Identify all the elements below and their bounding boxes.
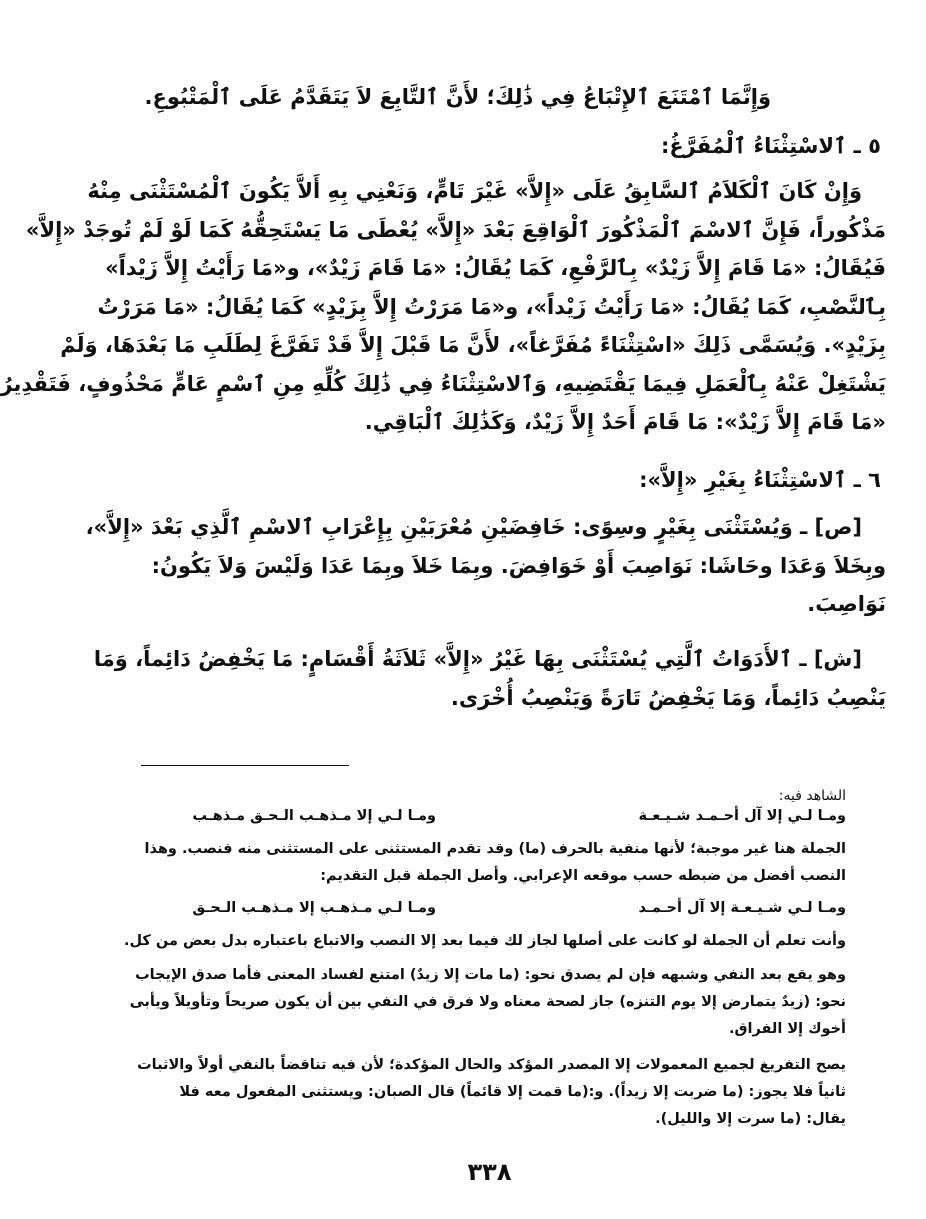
- text-line: نَوَاصِبَ.: [807, 592, 886, 616]
- section-5-line: يَشْتَغِلْ عَنْهُ بِٱلْعَمَلِ فِيمَا يَقْتَضِيهِ، وَٱلاسْتِثْنَاءُ فِي ذَٰلِكَ كُلِّهِ مِنِ ٱسْمٍ عَامٍّ مَحْذُوفٍ، فَتَقْدِيرُ: [0, 371, 886, 396]
- section-5-line: وَإِنْ كَانَ ٱلْكَلاَمُ ٱلسَّابِقُ عَلَى «إِلاَّ» غَيْرَ تَامٍّ، وَنَعْنِي بِهِ أَلاَّ يَكُونَ ٱلْمُسْتَثْنَى مِنْهُ: [87, 179, 862, 203]
- section-5-line: بِزَيْدٍ». وَيُسَمَّى ذَلِكَ «اسْتِثْنَاءً مُفَرَّغاً»، لأَنَّ مَا قَبْلَ إِلاَّ قَدْ تَفَرَّغَ لِطَلَبِ مَا بَعْدَهَا، وَلَمْ: [60, 333, 886, 357]
- footnote-line: نحو: (زيدٌ يتمارض إلا يوم التنزه) جاز لصحة معناه ولا فرق في النفي بين أن يكون صريحاً وتأويلاً ويأبى: [129, 994, 846, 1010]
- footnote-paragraph-4: [133, 1052, 846, 1133]
- commentary-line: [ش] ـ ٱلأَدَوَاتُ ٱلَّتِي يُسْتَثْنَى بِهَا غَيْرُ «إِلاَّ» ثَلاَثَةُ أَقْسَامٍ: مَا يَخْفِضُ دَائِماً، وَمَا: [93, 647, 862, 671]
- footnote-line: أخوك إلا الفراق.: [729, 1021, 846, 1037]
- footnote-line: يصح التفريغ لجميع المعمولات إلا المصدر المؤكد والحال المؤكدة؛ لأن فيه تناقضاً بالنفي أولاً والاثبات: [137, 1057, 846, 1073]
- section-5-line: «مَا قَامَ إِلاَّ زَيْدٌ»: مَا قَامَ أَحَدٌ إِلاَّ زَيْدٌ، وَكَذَٰلِكَ ٱلْبَاقِي.: [364, 410, 886, 434]
- footnote-paragraph-3: [129, 962, 846, 1043]
- section-5-heading: ٥ ـ ٱلاسْتِثْنَاءُ ٱلْمُفَرَّغُ:: [660, 134, 881, 158]
- footnote-line: الجملة هنا غير موجبة؛ لأنها منفية بالحرف (ما) وقد تقدم المستثنى على المستثنى منه فنصب. وهذا: [144, 841, 846, 857]
- section-5-paragraph: [0, 172, 886, 442]
- footnote-line: يقال: (ما سرت إلا والليل).: [655, 1111, 846, 1127]
- section-6-text: [85, 508, 886, 624]
- verse-2-second-hemistich: ومـا لـي مـذهـب إلا مـذهـب الـحـق: [192, 900, 436, 916]
- footnote-label: الشاهد فيه:: [778, 788, 846, 804]
- footnote-line: ثانياً فلا يجوز: (ما ضربت إلا زيداً). و:(ما قمت إلا قائماً) قال الصبان: ويستثنى المفعول معه فلا: [179, 1084, 846, 1100]
- footnote-paragraph-2: [123, 928, 846, 955]
- footnote-separator: [141, 765, 349, 766]
- section-5-line: فَيُقَالُ: «مَا قَامَ إِلاَّ زَيْدٌ» بِٱلرَّفْعِ، كَمَا يُقَالُ: «مَا قَامَ زَيْدٌ»، و«مَا رَأَيْتُ إِلاَّ زَيْداً»: [105, 256, 886, 280]
- section-5-line: مَذْكُوراً، فَإِنَّ ٱلاسْمَ ٱلْمَذْكُورَ ٱلْوَاقِعَ بَعْدَ «إِلاَّ» يُعْطَى مَا يَسْتَحِقُّهُ كَمَا لَوْ لَمْ تُوجَدْ «إِلاَّ»: [25, 217, 886, 242]
- text-line: [ص] ـ وَيُسْتَثْنَى بِغَيْرٍ وسِوًى: خَافِضَيْنِ مُعْرَبَيْنِ بِإِعْرَابِ ٱلاسْمِ ٱلَّذِي بَعْدَ «إِلاَّ»،: [85, 515, 862, 539]
- section-5-line: بِٱلنَّصْبِ، كَمَا يُقَالُ: «مَا رَأَيْتُ زَيْداً»، و«مَا مَرَرْتُ إِلاَّ بِزَيْدٍ» كَمَا يُقَالُ: «مَا مَرَرْتُ: [97, 294, 886, 319]
- footnote-paragraph-1: [133, 836, 846, 890]
- page-number: ٣٣٨: [467, 1158, 512, 1186]
- footnote-line: وأنت تعلم أن الجملة لو كانت على أصلها لجاز لك فيما بعد إلا النصب والاتباع باعتباره بدل بعض من كل.: [123, 933, 846, 949]
- section-6-commentary: [93, 640, 886, 717]
- footnote-line: النصب أفضل من ضبطه حسب موقعه الإعرابي. وأصل الجملة قبل التقديم:: [320, 868, 846, 884]
- section-6-heading: ٦ ـ ٱلاسْتِثْنَاءُ بِغَيْرِ «إِلاَّ»:: [639, 468, 881, 492]
- verse-1-second-hemistich: ومـا لـي إلا مـذهـب الـحـق مـذهـب: [192, 808, 436, 824]
- text-line: وبِخَلاَ وَعَدَا وحَاشَا: نَوَاصِبَ أَوْ خَوَافِضَ. وبِمَا خَلاَ وبِمَا عَدَا وَلَيْسَ وَلاَ يَكُونُ:: [151, 553, 886, 578]
- opening-line: وَإِنَّمَا ٱمْتَنَعَ ٱلإِتْبَاعُ فِي ذَٰلِكَ؛ لأَنَّ ٱلتَّابِعَ لاَ يَتَقَدَّمُ عَلَى ٱلْمَتْبُوعِ.: [144, 85, 771, 109]
- commentary-line: يَنْصِبُ دَائِماً، وَمَا يَخْفِضُ تَارَةً وَيَنْصِبُ أُخْرَى.: [450, 685, 886, 710]
- verse-2-first-hemistich: ومـا لـي شـيـعـة إلا آل أحـمـد: [638, 900, 846, 916]
- verse-1-first-hemistich: ومـا لـي إلا آل أحـمـد شـيـعـة: [638, 808, 846, 824]
- opening-paragraph: [111, 78, 886, 117]
- footnote-line: وهو يقع بعد النفي وشبهه فإن لم يصدق نحو: (ما مات إلا زيدٌ) امتنع لفساد المعنى فأما صدق الإيجاب: [135, 967, 846, 983]
